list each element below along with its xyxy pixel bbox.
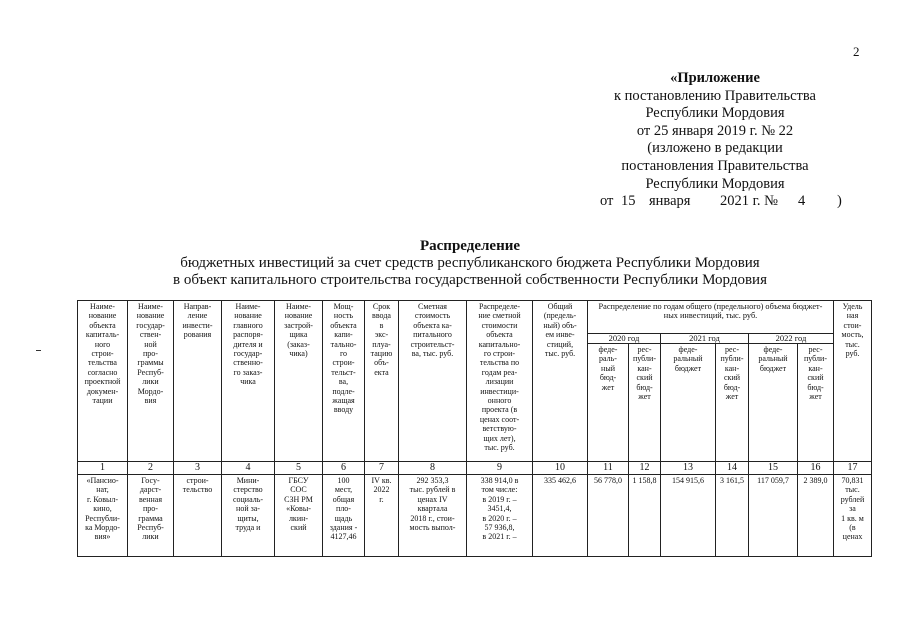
- column-number: 8: [399, 462, 467, 475]
- header-distribution-by-years: Распределение по годам общего (предельного) объема бюджет- ных инвестиций, тыс. руб.: [588, 301, 834, 334]
- header-federal-2022: феде- ральный бюджет: [749, 344, 798, 462]
- date-year: 2021 г. №: [720, 193, 779, 210]
- header-program-name: Наиме- нование государ- ствен- ной про- граммы Респуб- лики Мордо- вия: [128, 301, 174, 462]
- cell-federal-2021: 154 915,6: [661, 475, 716, 557]
- header-year-2022: 2022 год: [749, 333, 834, 344]
- approval-line: Республики Мордовия: [645, 175, 785, 192]
- cell-unit-cost: 70,831 тыс. рублей за 1 кв. м (в ценах: [834, 475, 872, 557]
- date-prefix: от: [600, 193, 614, 210]
- cell-object-name: «Пансио- нат, г. Ковыл- кино, Республи- ка Мордо- вия»: [78, 475, 128, 557]
- budget-table: [77, 300, 872, 557]
- header-unit-cost: Удель ная стои- мость, тыс. руб.: [834, 301, 872, 462]
- header-estimated-cost: Сметная стоимость объекта ка- питального строительст- ва, тыс. руб.: [399, 301, 467, 462]
- page-number: 2: [853, 44, 860, 59]
- header-developer: Наиме- нование застрой- щика (заказ- чика): [275, 301, 323, 462]
- cell-capacity: 100 мест, общая пло- щадь здания - 4127,46: [323, 475, 365, 557]
- cell-cost-distribution: 338 914,0 в том числе: в 2019 г. – 3451,4, в 2020 г. – 57 936,8, в 2021 г. –: [467, 475, 533, 557]
- cell-federal-2022: 117 059,7: [749, 475, 798, 557]
- column-number: 12: [629, 462, 661, 475]
- header-cost-distribution: Распределе- ние сметной стоимости объекта капитально- го строи- тельства по годам реа- лизации инвестици- онного проекта (в ценах соот- ветствую- щих лет), тыс. руб.: [467, 301, 533, 462]
- cell-republican-2021: 3 161,5: [716, 475, 749, 557]
- column-number: 3: [174, 462, 222, 475]
- header-main-manager: Наиме- нование главного распоря- дителя и государ- ственно- го заказ- чика: [222, 301, 275, 462]
- header-capacity: Мощ- ность объекта капи- тально- го строи- тельст- ва, подле- жащая вводу: [323, 301, 365, 462]
- date-day: 15: [621, 193, 636, 210]
- column-number: 1: [78, 462, 128, 475]
- column-number: 16: [798, 462, 834, 475]
- column-number: 13: [661, 462, 716, 475]
- header-republican-2022: рес- публи- кан- ский бюд- жет: [798, 344, 834, 462]
- approval-line: (изложено в редакции: [647, 140, 783, 157]
- cell-commissioning-date: IV кв. 2022 г.: [365, 475, 399, 557]
- cell-estimated-cost: 292 353,3 тыс. рублей в ценах IV квартала 2018 г., стои- мость выпол-: [399, 475, 467, 557]
- approval-block: [590, 70, 840, 211]
- approval-line: от 25 января 2019 г. № 22: [636, 122, 794, 139]
- column-number: 17: [834, 462, 872, 475]
- cell-main-manager: Мини- стерство социаль- ной за- щиты, труда и: [222, 475, 275, 557]
- document-title: [120, 238, 820, 289]
- column-number: 4: [222, 462, 275, 475]
- cell-developer: ГБСУ СОС СЗН РМ «Ковы- лкин- ский: [275, 475, 323, 557]
- column-number: 10: [533, 462, 588, 475]
- column-number: 5: [275, 462, 323, 475]
- header-federal-2020: феде- раль- ный бюд- жет: [588, 344, 629, 462]
- column-number: 2: [128, 462, 174, 475]
- column-number: 15: [749, 462, 798, 475]
- column-number: 14: [716, 462, 749, 475]
- header-republican-2020: рес- публи- кан- ский бюд- жет: [629, 344, 661, 462]
- approval-line: Республики Мордовия: [645, 105, 785, 122]
- header-year-2021: 2021 год: [661, 333, 749, 344]
- cell-program-name: Госу- дарст- венная про- грамма Респуб- лики: [128, 475, 174, 557]
- header-federal-2021: феде- ральный бюджет: [661, 344, 716, 462]
- margin-mark: [36, 350, 41, 351]
- header-object-name: Наиме- нование объекта капиталь- ного строи- тельства согласно проектной докумен- тации: [78, 301, 128, 462]
- cell-total-investment: 335 462,6: [533, 475, 588, 557]
- header-republican-2021: рес- публи- кан- ский бюд- жет: [716, 344, 749, 462]
- date-number: 4: [798, 193, 806, 210]
- column-number-row: [78, 462, 872, 475]
- date-month: января: [649, 193, 691, 210]
- header-investment-direction: Направ- ление инвести- рования: [174, 301, 222, 462]
- approval-line: к постановлению Правительства: [614, 87, 816, 104]
- approval-line: постановления Правительства: [621, 157, 809, 174]
- cell-republican-2022: 2 389,0: [798, 475, 834, 557]
- header-total-investment: Общий (предель- ный) объ- ем инве- стиций, тыс. руб.: [533, 301, 588, 462]
- cell-republican-2020: 1 158,8: [629, 475, 661, 557]
- table-row: [78, 475, 872, 557]
- title-heading: Распределение: [419, 238, 521, 254]
- header-commissioning-date: Срок ввода в экс- плуа- тацию объ- екта: [365, 301, 399, 462]
- column-number: 7: [365, 462, 399, 475]
- column-number: 9: [467, 462, 533, 475]
- column-number: 11: [588, 462, 629, 475]
- cell-federal-2020: 56 778,0: [588, 475, 629, 557]
- header-year-2020: 2020 год: [588, 333, 661, 344]
- column-number: 6: [323, 462, 365, 475]
- cell-investment-direction: строи- тельство: [174, 475, 222, 557]
- title-line-1: бюджетных инвестиций за счет средств республиканского бюджета Республики Мордовия: [180, 255, 760, 271]
- amendment-date-line: [590, 193, 840, 211]
- title-line-2: в объект капитального строительства государственной собственности Республики Мордовия: [173, 272, 767, 288]
- approval-title: «Приложение: [670, 70, 760, 86]
- date-close: ): [837, 193, 842, 210]
